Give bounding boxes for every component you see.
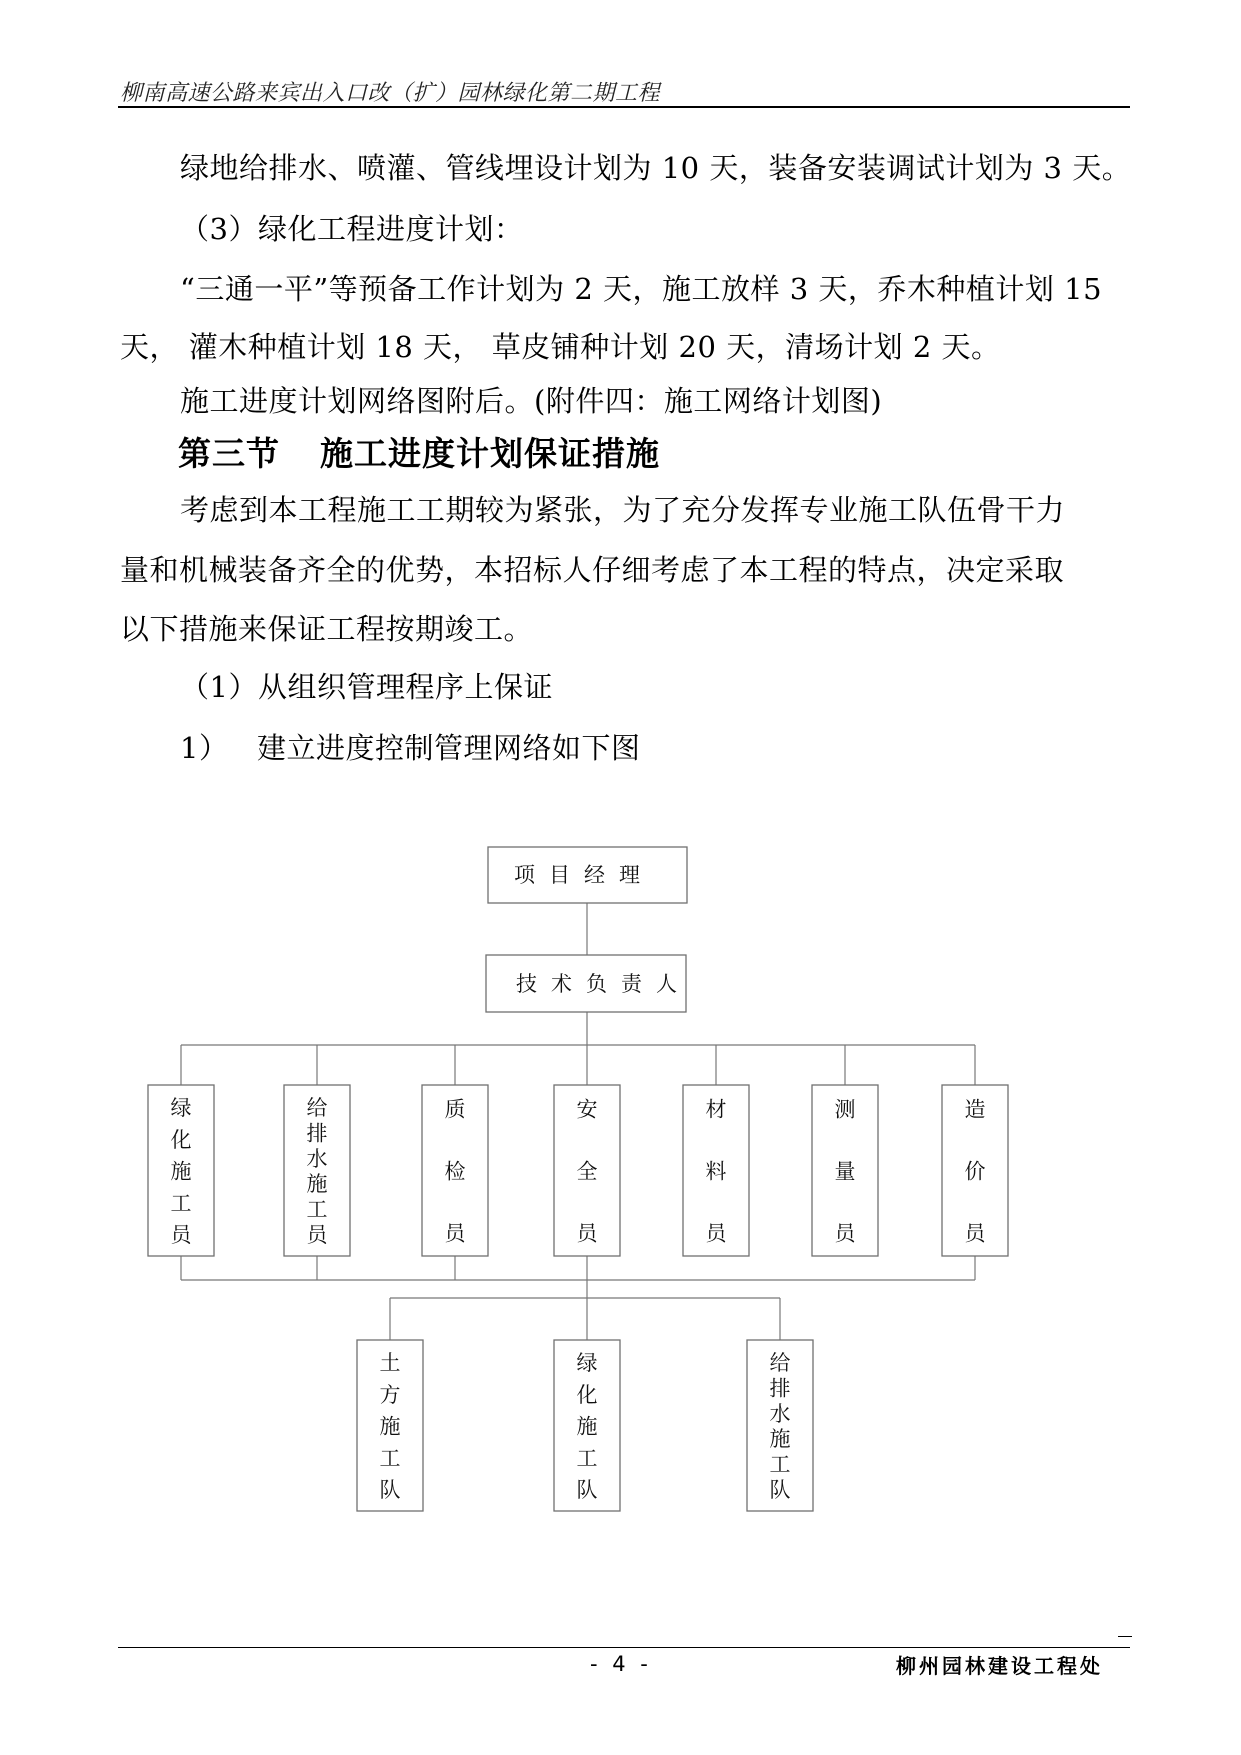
team-boxes: [357, 1340, 813, 1511]
staff-box: [284, 1085, 350, 1256]
staff-box-char: 造: [964, 1097, 986, 1122]
staff-box-char: 全: [576, 1159, 598, 1184]
team-box-char: 土: [379, 1351, 401, 1375]
staff-box-char: 给: [306, 1096, 328, 1120]
staff-box: [812, 1085, 878, 1256]
staff-box-char: 员: [444, 1221, 466, 1246]
staff-box-char: 排: [306, 1121, 328, 1146]
staff-box-char: 工: [170, 1191, 192, 1216]
staff-box: [148, 1085, 214, 1256]
staff-box-char: 安: [576, 1097, 598, 1122]
para-line-2: 量和机械装备齐全的优势，本招标人仔细考虑了本工程的特点，决定采取: [120, 553, 1065, 587]
section-number: 第三节: [178, 434, 280, 473]
subheading-1: （1）从组织管理程序上保证: [180, 670, 553, 704]
team-box-char: 给: [769, 1351, 791, 1375]
footer-rule: [118, 1647, 1130, 1648]
team-box-char: 化: [576, 1382, 598, 1407]
staff-boxes: [148, 1085, 1008, 1256]
team-box-char: 水: [769, 1401, 791, 1426]
staff-box-char: 施: [170, 1159, 192, 1184]
staff-box-char: 质: [444, 1097, 466, 1122]
project-manager-label: 项目经理: [514, 863, 654, 887]
staff-box: [422, 1085, 488, 1256]
body-line-3: “三通一平”等预备工作计划为 2 天，施工放样 3 天，乔木种植计划 15: [180, 272, 1103, 306]
staff-box-char: 材: [705, 1097, 727, 1122]
para-line-1: 考虑到本工程施工工期较为紧张，为了充分发挥专业施工队伍骨干力: [180, 493, 1066, 527]
staff-box-char: 员: [170, 1223, 192, 1247]
page-number: - 4 -: [590, 1652, 652, 1676]
team-box-char: 工: [769, 1452, 791, 1477]
staff-box: [942, 1085, 1008, 1256]
box-tech-lead: [486, 955, 691, 1012]
team-box-char: 队: [769, 1478, 791, 1502]
team-box-char: 施: [769, 1427, 791, 1452]
staff-box: [683, 1085, 749, 1256]
body-line-4: 天， 灌木种植计划 18 天， 草皮铺种计划 20 天，清场计划 2 天。: [120, 330, 1001, 364]
staff-box-char: 化: [170, 1127, 192, 1152]
footer-company: 柳州园林建设工程处: [896, 1654, 1103, 1678]
staff-box-char: 测: [834, 1097, 856, 1122]
staff-box-char: 绿: [170, 1096, 192, 1120]
staff-box-char: 料: [705, 1159, 727, 1184]
header-title: 柳南高速公路来宾出入口改（扩）园林绿化第二期工程: [120, 81, 661, 106]
team-box-char: 方: [379, 1382, 401, 1407]
body-line-1: 绿地给排水、喷灌、管线埋设计划为 10 天，装备安装调试计划为 3 天。: [180, 151, 1132, 185]
staff-box-char: 施: [306, 1172, 328, 1197]
team-box-char: 队: [576, 1478, 598, 1502]
subheading-2-number: 1）: [180, 731, 229, 765]
footer-dash: [1118, 1636, 1132, 1637]
subheading-2-text: 建立进度控制管理网络如下图: [257, 731, 641, 765]
staff-box-char: 量: [834, 1159, 856, 1184]
staff-box-char: 水: [306, 1146, 328, 1171]
staff-box-char: 员: [576, 1221, 598, 1246]
staff-box-char: 员: [306, 1223, 328, 1247]
team-box: [554, 1340, 620, 1511]
team-box-char: 工: [379, 1446, 401, 1471]
staff-box-char: 员: [834, 1221, 856, 1246]
team-box-char: 绿: [576, 1351, 598, 1375]
staff-box: [554, 1085, 620, 1256]
team-box-char: 队: [379, 1478, 401, 1502]
team-box-char: 排: [769, 1376, 791, 1401]
staff-box-char: 检: [444, 1159, 466, 1184]
staff-box-char: 工: [306, 1197, 328, 1222]
team-box-char: 施: [379, 1414, 401, 1439]
body-line-2: （3）绿化工程进度计划：: [180, 212, 524, 246]
staff-box-char: 员: [705, 1221, 727, 1246]
team-box: [357, 1340, 423, 1511]
box-project-manager: [488, 847, 687, 903]
team-box: [747, 1340, 813, 1511]
staff-box-char: 价: [964, 1159, 986, 1184]
team-box-char: 施: [576, 1414, 598, 1439]
staff-box-char: 员: [964, 1221, 986, 1246]
body-line-5: 施工进度计划网络图附后。(附件四：施工网络计划图): [180, 384, 883, 418]
team-box-char: 工: [576, 1446, 598, 1471]
tech-lead-label: 技术负责人: [516, 972, 691, 996]
para-line-3: 以下措施来保证工程按期竣工。: [120, 612, 534, 646]
section-title: 施工进度计划保证措施: [320, 434, 660, 473]
